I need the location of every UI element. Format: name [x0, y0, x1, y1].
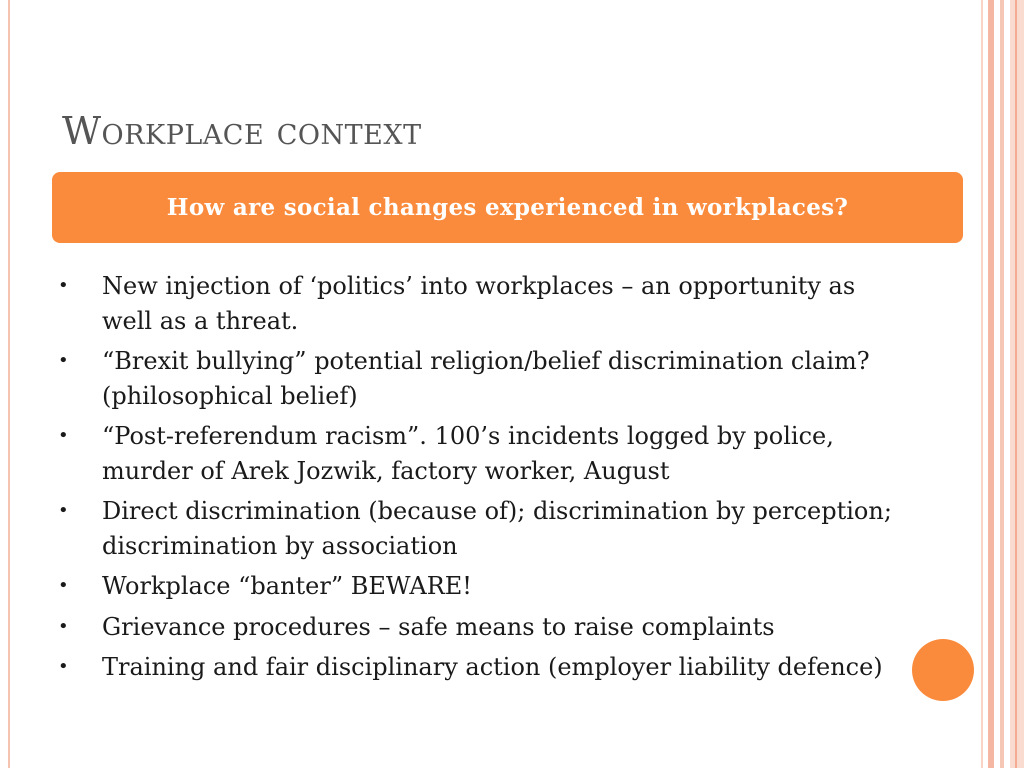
- list-item: [58, 494, 958, 563]
- left-border-rule: [8, 0, 10, 768]
- banner-text: How are social changes experienced in workplaces?: [166, 194, 849, 221]
- list-item: [58, 344, 958, 413]
- bullet-marker: •: [58, 350, 69, 371]
- bullet-text: New injection of ‘politics’ into workplaces – an opportunity as well as a threat.: [102, 272, 856, 335]
- question-banner: [52, 172, 963, 243]
- bullet-marker: •: [58, 425, 69, 446]
- list-item: [58, 419, 958, 488]
- bullet-text: Grievance procedures – safe means to raise complaints: [102, 612, 775, 641]
- right-border-stripe: [981, 0, 983, 768]
- right-border-stripe: [1010, 0, 1024, 768]
- bullet-text: Training and fair disciplinary action (employer liability defence): [102, 653, 883, 681]
- bullet-text: Direct discrimination (because of); discrimination by perception; discrimination by association: [102, 497, 892, 560]
- bullet-marker: •: [58, 575, 69, 596]
- bullet-marker: •: [58, 500, 69, 521]
- bullet-text: Workplace “banter” BEWARE!: [102, 572, 472, 600]
- bullet-list: [58, 269, 958, 691]
- list-item: [58, 269, 958, 338]
- bullet-text: “Brexit bullying” potential religion/belief discrimination claim? (philosophical belief): [102, 347, 870, 410]
- right-border-stripe: [1015, 0, 1017, 768]
- bullet-marker: •: [58, 656, 69, 677]
- right-border-stripe: [988, 0, 994, 768]
- slide-title: Workplace context: [62, 109, 422, 153]
- list-item: [58, 569, 958, 604]
- bullet-text: “Post-referendum racism”. 100’s incidents logged by police, murder of Arek Jozwik, factory worker, August: [102, 422, 834, 485]
- list-item: [58, 650, 958, 685]
- list-item: [58, 610, 958, 645]
- right-border-stripe: [1000, 0, 1004, 768]
- bullet-marker: •: [58, 615, 69, 637]
- bullet-marker: •: [58, 275, 69, 296]
